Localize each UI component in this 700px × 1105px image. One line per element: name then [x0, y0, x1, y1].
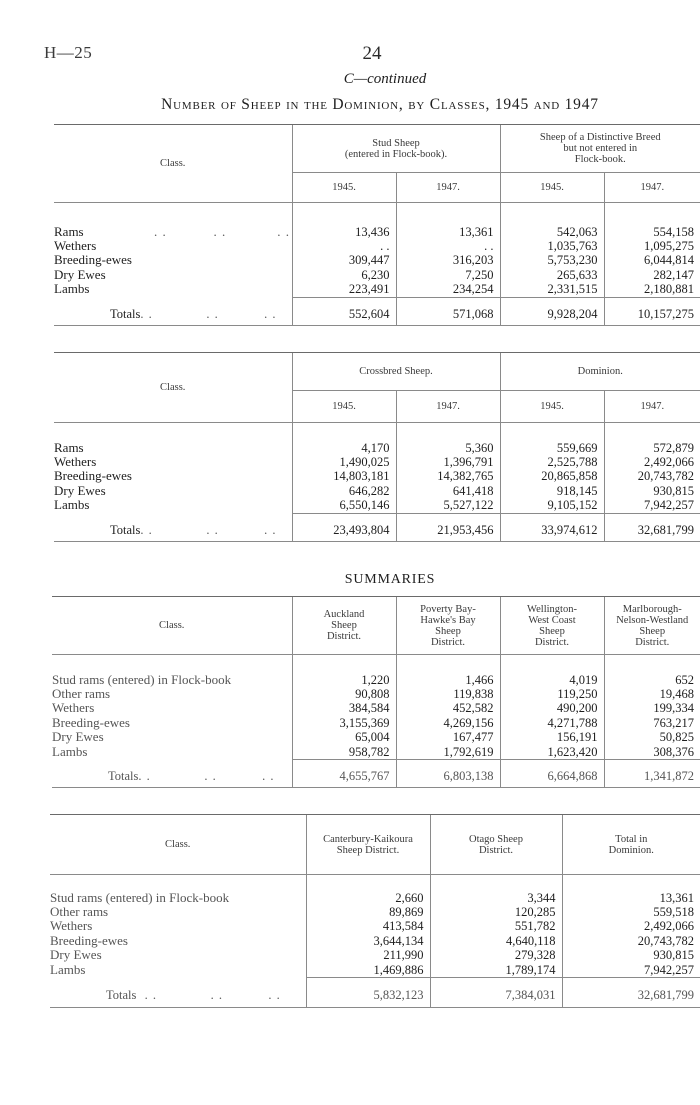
table-cell: 1,035,763: [500, 239, 604, 253]
district-header-wellington: [500, 597, 604, 655]
leader-dots: . . . . . .: [140, 522, 277, 537]
year-header: 1947.: [604, 173, 700, 203]
column-header-line: Sheep: [539, 625, 565, 637]
row-label: Rams: [54, 223, 84, 239]
table-cell: 4,269,156: [396, 716, 500, 730]
table-cell: 14,382,765: [396, 469, 500, 483]
table-cell: 2,331,515: [500, 282, 604, 297]
row-label: Breeding-ewes: [50, 932, 128, 948]
table-row: [54, 225, 700, 239]
table-cell: 1,396,791: [396, 455, 500, 469]
table-cell: 14,803,181: [292, 469, 396, 483]
row-label: Lambs: [54, 281, 90, 297]
table-row: [52, 730, 700, 744]
table-cell: 958,782: [292, 745, 396, 760]
table-cell: 1,220: [292, 673, 396, 687]
table-cell: 5,527,122: [396, 498, 500, 513]
table-cell: 316,203: [396, 253, 500, 267]
table-cell: 646,282: [292, 484, 396, 498]
row-label: Dry Ewes: [50, 947, 102, 963]
table-cell: 1,466: [396, 673, 500, 687]
district-header-poverty-bay: [396, 597, 500, 655]
table-cell: 490,200: [500, 701, 604, 715]
group-header-distinctive: [500, 125, 700, 173]
column-header-line: West Coast: [528, 614, 576, 626]
table-cell: 4,640,118: [430, 934, 562, 948]
table-cell: 559,518: [562, 905, 700, 919]
row-label: Breeding-ewes: [54, 468, 132, 484]
total-cell: 32,681,799: [604, 520, 700, 542]
page-number: 24: [362, 43, 382, 64]
table-row: [50, 948, 700, 962]
total-cell: 21,953,456: [396, 520, 500, 542]
district-summary-table-2: [50, 814, 700, 1008]
column-header-line: Sheep: [639, 625, 666, 637]
table-cell: 3,344: [430, 891, 562, 905]
totals-label: Totals: [108, 769, 139, 784]
table-cell: 156,191: [500, 730, 604, 744]
table-cell: 641,418: [396, 484, 500, 498]
table-row: [50, 963, 700, 978]
table-row: [52, 673, 700, 687]
column-header-line: Poverty Bay-: [420, 603, 476, 615]
year-header: 1945.: [500, 173, 604, 203]
district-header-total: [562, 815, 700, 875]
total-cell: 7,384,031: [430, 984, 562, 1008]
row-label: Lambs: [52, 743, 88, 759]
row-label: Stud rams (entered) in Flock-book: [50, 889, 230, 905]
column-header-line: Nelson-Westland: [616, 614, 689, 626]
table-row: [52, 701, 700, 715]
table-cell: 282,147: [604, 268, 700, 282]
table-row: [54, 268, 700, 282]
table-cell: 3,155,369: [292, 716, 396, 730]
table-row: [52, 687, 700, 701]
table-cell: 7,942,257: [562, 963, 700, 978]
table-cell: 551,782: [430, 919, 562, 933]
column-header-line: Sheep District.: [336, 844, 400, 856]
group-header-line: Stud Sheep: [372, 137, 420, 149]
total-cell: 1,341,872: [604, 766, 700, 788]
total-cell: 9,928,204: [500, 304, 604, 326]
table-cell: 199,334: [604, 701, 700, 715]
total-cell: 552,604: [292, 304, 396, 326]
year-header: 1947.: [396, 391, 500, 423]
table-row: [54, 441, 700, 455]
table-cell: 572,879: [604, 441, 700, 455]
table-row: [54, 455, 700, 469]
table-cell: 3,644,134: [306, 934, 430, 948]
table-cell: 559,669: [500, 441, 604, 455]
row-label: Wethers: [50, 918, 93, 934]
row-label: Lambs: [50, 961, 86, 977]
year-header: 1947.: [396, 173, 500, 203]
column-header-line: District.: [534, 636, 570, 648]
table-cell: 20,865,858: [500, 469, 604, 483]
row-label: Rams: [54, 439, 84, 455]
table-cell: 13,361: [396, 225, 500, 239]
table-cell: 652: [604, 673, 700, 687]
page-reference: H—25: [44, 43, 93, 62]
class-header: Class.: [52, 597, 292, 655]
table-cell: 2,525,788: [500, 455, 604, 469]
table-cell: 1,469,886: [306, 963, 430, 978]
district-header-marlborough: [604, 597, 700, 655]
table-cell: 2,492,066: [604, 455, 700, 469]
table-cell: 1,789,174: [430, 963, 562, 978]
continued-text: C—continued: [343, 71, 427, 87]
table-cell: 554,158: [604, 225, 700, 239]
table-cell: 309,447: [292, 253, 396, 267]
table-cell: 4,170: [292, 441, 396, 455]
table-cell: 50,825: [604, 730, 700, 744]
table-cell: 211,990: [306, 948, 430, 962]
district-header-canterbury: [306, 815, 430, 875]
table-cell: 5,753,230: [500, 253, 604, 267]
table-cell: 542,063: [500, 225, 604, 239]
table-cell: 119,250: [500, 687, 604, 701]
table-cell: 7,942,257: [604, 498, 700, 513]
total-cell: 10,157,275: [604, 304, 700, 326]
total-cell: 6,803,138: [396, 766, 500, 788]
leader-dots: . . . . . .: [154, 223, 290, 239]
continued-label: [0, 71, 700, 88]
row-label: Lambs: [54, 497, 90, 513]
column-header-line: Sheep: [331, 620, 357, 631]
table-cell: 119,838: [396, 687, 500, 701]
total-cell: 571,068: [396, 304, 500, 326]
district-header-otago: [430, 815, 562, 875]
table-cell: 9,105,152: [500, 498, 604, 513]
table-cell: 167,477: [396, 730, 500, 744]
total-cell: 5,832,123: [306, 984, 430, 1008]
total-cell: 4,655,767: [292, 766, 396, 788]
table-cell: 2,492,066: [562, 919, 700, 933]
row-label: Wethers: [54, 453, 97, 469]
column-header-line: Marlborough-: [622, 603, 682, 615]
column-header-line: District.: [430, 636, 466, 648]
totals-row: [50, 984, 700, 1008]
table-row: [54, 282, 700, 297]
year-header: 1947.: [604, 391, 700, 423]
table-body: [52, 655, 700, 788]
year-header: 1945.: [292, 173, 396, 203]
row-label: Wethers: [52, 700, 95, 716]
table-cell: . .: [292, 239, 396, 253]
group-header-crossbred: Crossbred Sheep.: [292, 353, 500, 391]
class-header: Class.: [54, 125, 292, 203]
column-header-line: District.: [478, 844, 514, 856]
totals-label: Totals: [110, 522, 141, 537]
table-cell: 930,815: [604, 484, 700, 498]
column-header-line: Otago Sheep: [469, 833, 523, 845]
row-label: Wethers: [54, 237, 97, 253]
district-header-auckland: [292, 597, 396, 655]
table-cell: 4,271,788: [500, 716, 604, 730]
table-cell: 918,145: [500, 484, 604, 498]
leader-dots: . . . . . .: [136, 988, 281, 1003]
table-row: [50, 919, 700, 933]
table-cell: 120,285: [430, 905, 562, 919]
class-header: Class.: [50, 815, 306, 875]
page-title: Number of Sheep in the Dominion, by Classes, 1945 and 1947: [161, 96, 599, 113]
total-cell: 6,664,868: [500, 766, 604, 788]
column-header-line: District.: [635, 636, 670, 648]
table-cell: 4,019: [500, 673, 604, 687]
totals-row: [52, 766, 700, 788]
table-cell: 7,250: [396, 268, 500, 282]
table-cell: 6,550,146: [292, 498, 396, 513]
totals-row: [54, 520, 700, 542]
table-cell: 413,584: [306, 919, 430, 933]
row-label: Dry Ewes: [54, 482, 106, 498]
row-label: Other rams: [50, 903, 109, 919]
table-cell: 384,584: [292, 701, 396, 715]
row-label: Dry Ewes: [52, 729, 104, 745]
table-row: [50, 905, 700, 919]
table-cell: 2,180,881: [604, 282, 700, 297]
column-header-line: District.: [326, 631, 362, 642]
table-cell: 1,095,275: [604, 239, 700, 253]
table-cell: 265,633: [500, 268, 604, 282]
group-header-line: Flock-book.: [574, 154, 626, 165]
table-cell: 13,361: [562, 891, 700, 905]
leader-dots: . . . . . .: [138, 769, 275, 784]
table-cell: 1,490,025: [292, 455, 396, 469]
table-body: [54, 203, 700, 326]
table-row: [54, 253, 700, 267]
stud-and-distinctive-sheep-table: [54, 124, 700, 326]
row-label: Dry Ewes: [54, 266, 106, 282]
table-cell: 1,623,420: [500, 745, 604, 760]
table-cell: 930,815: [562, 948, 700, 962]
table-row: [50, 934, 700, 948]
table-cell: 90,808: [292, 687, 396, 701]
row-label: Breeding-ewes: [52, 714, 130, 730]
column-header-line: Dominion.: [608, 844, 654, 856]
table-cell: 6,044,814: [604, 253, 700, 267]
column-header-line: Canterbury-Kaikoura: [323, 833, 413, 845]
column-header-line: Hawke's Bay: [420, 614, 476, 626]
table-cell: 5,360: [396, 441, 500, 455]
total-cell: 23,493,804: [292, 520, 396, 542]
table-cell: 20,743,782: [604, 469, 700, 483]
leader-dots: . . . . . .: [140, 306, 277, 321]
column-header-line: Total in: [615, 833, 648, 845]
table-cell: 65,004: [292, 730, 396, 744]
totals-label: Totals: [110, 306, 141, 321]
table-row: [54, 239, 700, 253]
group-header-line: (entered in Flock-book).: [344, 148, 448, 160]
table-row: [50, 891, 700, 905]
table-row: [52, 716, 700, 730]
group-header-line: Sheep of a Distinctive Breed: [539, 132, 661, 143]
group-header-stud: [292, 125, 500, 173]
total-cell: 32,681,799: [562, 984, 700, 1008]
group-header-line: but not entered in: [563, 143, 638, 154]
totals-row: [54, 304, 700, 326]
row-label: Breeding-ewes: [54, 252, 132, 268]
row-label: Stud rams (entered) in Flock-book: [52, 671, 232, 687]
column-header-line: Wellington-: [527, 603, 577, 615]
table-cell: 19,468: [604, 687, 700, 701]
total-cell: 33,974,612: [500, 520, 604, 542]
table-cell: 234,254: [396, 282, 500, 297]
table-cell: 1,792,619: [396, 745, 500, 760]
group-header-dominion: Dominion.: [500, 353, 700, 391]
table-row: [54, 498, 700, 513]
class-header: Class.: [54, 353, 292, 423]
crossbred-and-dominion-table: [54, 352, 700, 542]
totals-label: Totals: [106, 988, 137, 1003]
table-cell: 2,660: [306, 891, 430, 905]
year-header: 1945.: [500, 391, 604, 423]
table-body: [50, 875, 700, 1008]
column-header-line: Auckland: [323, 609, 365, 620]
table-cell: 308,376: [604, 745, 700, 760]
table-cell: 452,582: [396, 701, 500, 715]
table-cell: 279,328: [430, 948, 562, 962]
table-cell: 763,217: [604, 716, 700, 730]
year-header: 1945.: [292, 391, 396, 423]
row-label: Other rams: [52, 685, 111, 701]
table-cell: 20,743,782: [562, 934, 700, 948]
table-body: [54, 423, 700, 542]
column-header-line: Sheep: [435, 625, 461, 637]
summaries-heading: SUMMARIES: [344, 572, 436, 587]
table-cell: 13,436: [292, 225, 396, 239]
table-cell: 223,491: [292, 282, 396, 297]
table-cell: 89,869: [306, 905, 430, 919]
table-cell: 6,230: [292, 268, 396, 282]
table-cell: . .: [396, 239, 500, 253]
table-row: [54, 484, 700, 498]
district-summary-table-1: [52, 596, 700, 788]
table-row: [54, 469, 700, 483]
table-row: [52, 745, 700, 760]
